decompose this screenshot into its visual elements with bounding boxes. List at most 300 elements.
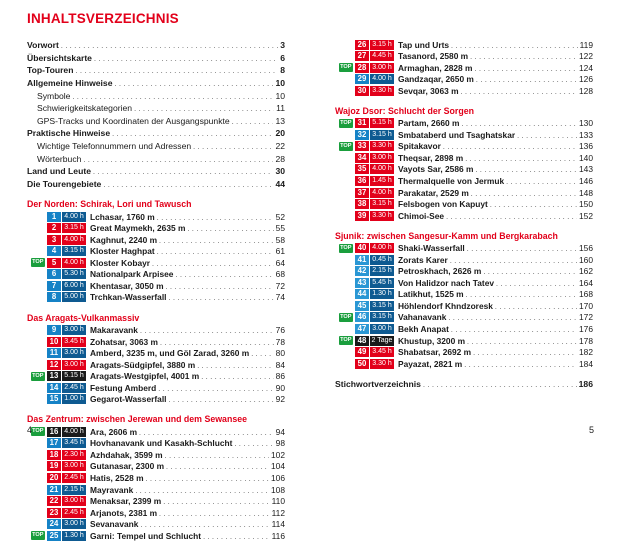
tour-page: 110 bbox=[271, 496, 285, 507]
leader-dots bbox=[473, 347, 577, 357]
tour-entry[interactable] bbox=[27, 246, 285, 257]
tour-entry[interactable] bbox=[335, 335, 593, 346]
tour-entry[interactable] bbox=[335, 199, 593, 210]
tour-name: Gandzaqar, 2650 m bbox=[398, 74, 474, 85]
tour-entry[interactable] bbox=[335, 358, 593, 369]
tour-entry[interactable] bbox=[335, 289, 593, 300]
tour-page: 90 bbox=[275, 382, 285, 393]
tour-duration: 3.00 h bbox=[62, 325, 86, 335]
leader-dots bbox=[490, 199, 577, 209]
tour-name: Theqsar, 2898 m bbox=[398, 152, 464, 163]
tour-number: 21 bbox=[47, 485, 61, 495]
tour-number: 25 bbox=[47, 531, 61, 541]
leader-dots bbox=[232, 116, 274, 126]
tour-page: 148 bbox=[579, 187, 593, 198]
toc-entry-title: Praktische Hinweise bbox=[27, 128, 111, 139]
tour-name: Trchkan-Wasserfall bbox=[90, 292, 167, 303]
tour-duration: 3.15 h bbox=[370, 199, 394, 209]
tour-entry[interactable] bbox=[335, 347, 593, 358]
toc-entry[interactable] bbox=[27, 64, 285, 77]
tour-number: 6 bbox=[47, 269, 61, 279]
tour-number: 10 bbox=[47, 337, 61, 347]
tour-entry[interactable] bbox=[335, 62, 593, 73]
top-badge: TOP bbox=[340, 313, 352, 320]
toc-entry-page: 44 bbox=[275, 178, 285, 189]
tour-number: 49 bbox=[355, 347, 369, 357]
tour-name: Garni: Tempel und Schlucht bbox=[90, 530, 202, 541]
tour-number: 43 bbox=[355, 278, 369, 288]
toc-entry[interactable] bbox=[27, 89, 285, 102]
tour-number: 19 bbox=[47, 461, 61, 471]
tour-page: 126 bbox=[579, 74, 593, 85]
tour-name: Payazat, 2821 m bbox=[398, 358, 463, 369]
tour-page: 152 bbox=[579, 210, 593, 221]
tour-page: 104 bbox=[271, 461, 285, 472]
tour-name: Chimoi-See bbox=[398, 210, 445, 221]
tour-duration: 2.30 h bbox=[62, 450, 86, 460]
tour-duration: 3.30 h bbox=[370, 211, 394, 221]
page-number-left: 4 bbox=[27, 425, 33, 435]
leader-dots bbox=[467, 336, 577, 346]
tour-page: 136 bbox=[579, 141, 593, 152]
tour-number: 33 bbox=[355, 141, 369, 151]
leader-dots bbox=[159, 235, 274, 245]
top-slot bbox=[335, 313, 355, 322]
tour-duration: 3.15 h bbox=[370, 130, 394, 140]
leader-dots bbox=[450, 255, 577, 265]
tour-page: 72 bbox=[275, 280, 285, 291]
top-slot bbox=[27, 258, 47, 267]
tour-entry[interactable] bbox=[27, 336, 285, 347]
tour-page: 156 bbox=[579, 243, 593, 254]
tour-name: Vayots Sar, 2586 m bbox=[398, 164, 474, 175]
top-slot bbox=[335, 142, 355, 151]
tour-name: Sevanavank bbox=[90, 519, 139, 530]
tour-entry[interactable] bbox=[27, 484, 285, 495]
tour-name: Tasanord, 2580 m bbox=[398, 51, 469, 62]
top-badge: TOP bbox=[32, 428, 44, 435]
tour-name: Partam, 2660 m bbox=[398, 118, 460, 129]
tour-entry[interactable] bbox=[27, 223, 285, 234]
tour-duration: 3.30 h bbox=[370, 141, 394, 151]
leader-dots bbox=[201, 371, 273, 381]
tour-entry[interactable] bbox=[27, 280, 285, 291]
tour-name: Shabatsar, 2692 m bbox=[398, 347, 472, 358]
tour-entry[interactable] bbox=[27, 496, 285, 507]
tour-page: 146 bbox=[579, 175, 593, 186]
tour-duration: 3.00 h bbox=[62, 496, 86, 506]
tour-name: Aragats-Westgipfel, 4001 m bbox=[90, 371, 200, 382]
toc-entry-page: 8 bbox=[280, 65, 285, 76]
toc-right-column bbox=[335, 39, 593, 390]
tour-page: 86 bbox=[275, 371, 285, 382]
leader-dots bbox=[163, 496, 269, 506]
leader-dots bbox=[139, 427, 274, 437]
tour-duration: 4.00 h bbox=[370, 74, 394, 84]
tour-page: 58 bbox=[275, 234, 285, 245]
leader-dots bbox=[166, 461, 269, 471]
tour-entry[interactable] bbox=[335, 51, 593, 62]
leader-dots bbox=[448, 312, 577, 322]
tour-number: 32 bbox=[355, 130, 369, 140]
toc-entry-page: 20 bbox=[275, 128, 285, 139]
tour-page: 94 bbox=[275, 426, 285, 437]
toc-entry-index[interactable] bbox=[335, 378, 593, 391]
top-badge: TOP bbox=[32, 372, 44, 379]
leader-dots bbox=[157, 246, 274, 256]
tour-duration: 5.45 h bbox=[370, 278, 394, 288]
tour-number: 16 bbox=[47, 427, 61, 437]
section-heading: Das Zentrum: zwischen Jerewan und dem Sewansee bbox=[27, 414, 247, 425]
tour-duration: 4.00 h bbox=[370, 188, 394, 198]
tour-number: 41 bbox=[355, 255, 369, 265]
tour-duration: 4.45 h bbox=[370, 51, 394, 61]
tour-duration: 0.45 h bbox=[370, 255, 394, 265]
toc-entry[interactable] bbox=[27, 115, 285, 128]
tour-duration: 3.00 h bbox=[62, 519, 86, 529]
tour-page: 114 bbox=[271, 519, 285, 530]
toc-entry-title: GPS-Tracks und Koordinaten der Ausgangspunkte bbox=[37, 115, 230, 126]
tour-number: 29 bbox=[355, 74, 369, 84]
toc-entry-title: Die Tourengebiete bbox=[27, 178, 102, 189]
toc-entry-page: 186 bbox=[578, 378, 593, 389]
tour-page: 74 bbox=[275, 292, 285, 303]
top-badge: TOP bbox=[340, 244, 352, 251]
tour-name: Tap und Urts bbox=[398, 39, 450, 50]
tour-page: 92 bbox=[275, 394, 285, 405]
tour-entry[interactable] bbox=[27, 292, 285, 303]
tour-number: 44 bbox=[355, 289, 369, 299]
tour-page: 178 bbox=[579, 335, 593, 346]
leader-dots bbox=[61, 40, 278, 50]
tour-page: 64 bbox=[275, 257, 285, 268]
leader-dots bbox=[423, 379, 577, 389]
page-number-right: 5 bbox=[589, 425, 595, 435]
tour-duration: 5.15 h bbox=[370, 118, 394, 128]
tour-name: Von Halidzor nach Tatev bbox=[398, 277, 495, 288]
tour-page: 143 bbox=[579, 164, 593, 175]
tour-name: Khentasar, 3050 m bbox=[90, 280, 164, 291]
tour-page: 168 bbox=[579, 289, 593, 300]
tour-number: 45 bbox=[355, 301, 369, 311]
toc-entry-title: Vorwort bbox=[27, 40, 59, 51]
tour-duration: 3.00 h bbox=[370, 63, 394, 73]
toc-entry[interactable] bbox=[27, 52, 285, 65]
tour-number: 42 bbox=[355, 266, 369, 276]
tour-name: Parakatar, 2529 m bbox=[398, 187, 469, 198]
spacer bbox=[335, 370, 593, 378]
tour-page: 160 bbox=[579, 254, 593, 265]
tour-number: 11 bbox=[47, 348, 61, 358]
top-badge: TOP bbox=[32, 532, 44, 539]
tour-number: 39 bbox=[355, 211, 369, 221]
leader-dots bbox=[75, 65, 278, 75]
toc-entry-title: Stichwortverzeichnis bbox=[335, 378, 421, 389]
tour-duration: 4.00 h bbox=[370, 243, 394, 253]
tour-number: 18 bbox=[47, 450, 61, 460]
tour-page: 78 bbox=[275, 336, 285, 347]
tour-entry[interactable] bbox=[335, 243, 593, 254]
tour-name: Felsbogen von Kapuyt bbox=[398, 199, 488, 210]
tour-duration: 3.00 h bbox=[62, 461, 86, 471]
tour-number: 17 bbox=[47, 438, 61, 448]
tour-entry[interactable] bbox=[335, 210, 593, 221]
spacer bbox=[27, 190, 285, 198]
toc-entry[interactable] bbox=[27, 178, 285, 191]
tour-entry[interactable] bbox=[27, 507, 285, 518]
tour-name: Sevqar, 3063 m bbox=[398, 85, 459, 96]
leader-dots bbox=[443, 141, 577, 151]
tour-duration: 4.00 h bbox=[62, 427, 86, 437]
tour-number: 8 bbox=[47, 292, 61, 302]
section-heading: Sjunik: zwischen Sangesur-Kamm und Bergkarabach bbox=[335, 230, 558, 241]
tour-name: Kaghnut, 2240 m bbox=[90, 234, 158, 245]
top-slot bbox=[335, 63, 355, 72]
toc-entry-page: 30 bbox=[275, 166, 285, 177]
toc-entry[interactable] bbox=[27, 77, 285, 90]
toc-entry[interactable] bbox=[27, 152, 285, 165]
tour-page: 52 bbox=[275, 211, 285, 222]
tour-duration: 3.00 h bbox=[62, 360, 86, 370]
tour-page: 130 bbox=[579, 118, 593, 129]
tour-duration: 3.15 h bbox=[62, 223, 86, 233]
tour-page: 80 bbox=[275, 348, 285, 359]
tour-entry[interactable] bbox=[335, 175, 593, 186]
tour-entry[interactable] bbox=[27, 438, 285, 449]
toc-entry-page: 13 bbox=[275, 115, 285, 126]
tour-name: Armaghan, 2828 m bbox=[398, 62, 473, 73]
tour-duration: 3.00 h bbox=[370, 153, 394, 163]
tour-entry[interactable] bbox=[335, 312, 593, 323]
tour-name: Lchasar, 1760 m bbox=[90, 211, 155, 222]
tour-duration: 1.00 h bbox=[62, 394, 86, 404]
spacer bbox=[27, 405, 285, 413]
tour-entry[interactable] bbox=[27, 473, 285, 484]
tour-number: 20 bbox=[47, 473, 61, 483]
tour-entry[interactable] bbox=[27, 234, 285, 245]
tour-duration: 4.00 h bbox=[62, 235, 86, 245]
tour-page: 176 bbox=[579, 323, 593, 334]
tour-page: 112 bbox=[271, 507, 285, 518]
toc-entry[interactable] bbox=[27, 102, 285, 115]
tour-entry[interactable] bbox=[335, 187, 593, 198]
section-heading: Wajoz Dsor: Schlucht der Sorgen bbox=[335, 105, 474, 116]
tour-name: Nationalpark Arpisee bbox=[90, 269, 174, 280]
tour-duration: 2.45 h bbox=[62, 473, 86, 483]
tour-name: Gegarot-Wasserfall bbox=[90, 394, 167, 405]
tour-entry[interactable] bbox=[27, 426, 285, 437]
toc-entry[interactable] bbox=[27, 140, 285, 153]
top-slot bbox=[335, 336, 355, 345]
leader-dots bbox=[169, 292, 274, 302]
leader-dots bbox=[168, 394, 273, 404]
tour-number: 46 bbox=[355, 312, 369, 322]
leader-dots bbox=[135, 485, 269, 495]
tour-number: 34 bbox=[355, 153, 369, 163]
tour-entry[interactable] bbox=[335, 74, 593, 85]
toc-entry[interactable] bbox=[27, 39, 285, 52]
tour-name: Mayravank bbox=[90, 484, 134, 495]
tour-entry[interactable] bbox=[27, 461, 285, 472]
tour-entry[interactable] bbox=[27, 359, 285, 370]
tour-entry[interactable] bbox=[27, 325, 285, 336]
tour-entry[interactable] bbox=[27, 269, 285, 280]
tour-number: 40 bbox=[355, 243, 369, 253]
tour-entry[interactable] bbox=[335, 85, 593, 96]
tour-entry[interactable] bbox=[27, 257, 285, 268]
tour-duration: 3.30 h bbox=[370, 86, 394, 96]
leader-dots bbox=[446, 211, 577, 221]
tour-name: Vahanavank bbox=[398, 312, 447, 323]
tour-entry[interactable] bbox=[27, 348, 285, 359]
toc-entry-title: Wichtige Telefonnummern und Adressen bbox=[37, 141, 192, 152]
tour-duration: 5.00 h bbox=[62, 292, 86, 302]
tour-page: 55 bbox=[275, 223, 285, 234]
tour-entry[interactable] bbox=[335, 164, 593, 175]
tour-duration: 4.00 h bbox=[370, 164, 394, 174]
tour-duration: 6.00 h bbox=[62, 281, 86, 291]
tour-page: 170 bbox=[579, 300, 593, 311]
toc-entry-title: Übersichtskarte bbox=[27, 52, 92, 63]
tour-number: 12 bbox=[47, 360, 61, 370]
tour-page: 116 bbox=[271, 530, 285, 541]
tour-page: 76 bbox=[275, 325, 285, 335]
tour-number: 14 bbox=[47, 383, 61, 393]
tour-name: Höhlendorf Khndzoresk bbox=[398, 300, 493, 311]
tour-entry[interactable] bbox=[335, 300, 593, 311]
leader-dots bbox=[203, 531, 270, 541]
toc-entry-page: 10 bbox=[275, 78, 285, 89]
tour-number: 27 bbox=[355, 51, 369, 61]
tour-number: 1 bbox=[47, 212, 61, 222]
tour-entry[interactable] bbox=[335, 254, 593, 265]
tour-page: 124 bbox=[579, 62, 593, 73]
tour-duration: 3.00 h bbox=[62, 348, 86, 358]
leader-dots bbox=[471, 188, 577, 198]
toc-entry-page: 10 bbox=[275, 90, 285, 101]
tour-entry[interactable] bbox=[27, 530, 285, 541]
tour-entry[interactable] bbox=[335, 129, 593, 140]
tour-duration: 5.30 h bbox=[62, 269, 86, 279]
leader-dots bbox=[103, 179, 273, 189]
tour-number: 37 bbox=[355, 188, 369, 198]
tour-duration: 2.15 h bbox=[370, 266, 394, 276]
tour-entry[interactable] bbox=[27, 211, 285, 222]
leader-dots bbox=[451, 40, 578, 50]
tour-name: Thermalquelle von Jermuk bbox=[398, 175, 505, 186]
tour-number: 26 bbox=[355, 40, 369, 50]
toc-entry-page: 6 bbox=[280, 52, 285, 63]
leader-dots bbox=[466, 289, 577, 299]
leader-dots bbox=[93, 166, 273, 176]
tour-number: 47 bbox=[355, 324, 369, 334]
tour-page: 140 bbox=[579, 152, 593, 163]
leader-dots bbox=[193, 141, 273, 151]
tour-number: 13 bbox=[47, 371, 61, 381]
tour-duration: 3.00 h bbox=[370, 324, 394, 334]
tour-page: 108 bbox=[271, 484, 285, 495]
tour-entry[interactable] bbox=[335, 266, 593, 277]
tour-page: 182 bbox=[579, 347, 593, 358]
tour-number: 22 bbox=[47, 496, 61, 506]
toc-entry[interactable] bbox=[27, 165, 285, 178]
page-title: INHALTSVERZEICHNIS bbox=[27, 11, 179, 26]
tour-name: Latikhut, 1525 m bbox=[398, 289, 464, 300]
tour-entry[interactable] bbox=[335, 141, 593, 152]
tour-duration: 2.45 h bbox=[62, 508, 86, 518]
toc-entry-title: Symbole bbox=[37, 90, 71, 101]
tour-page: 122 bbox=[579, 51, 593, 62]
top-slot bbox=[335, 244, 355, 253]
tour-number: 5 bbox=[47, 258, 61, 268]
tour-name: Spitakavor bbox=[398, 141, 441, 152]
leader-dots bbox=[187, 223, 273, 233]
tour-name: Hatis, 2528 m bbox=[90, 473, 144, 484]
tour-name: Hovhanavank und Kasakh-Schlucht bbox=[90, 438, 233, 449]
toc-entry-page: 28 bbox=[275, 153, 285, 164]
top-badge: TOP bbox=[32, 259, 44, 266]
tour-name: Festung Amberd bbox=[90, 382, 157, 393]
tour-duration: 3.45 h bbox=[370, 347, 394, 357]
tour-duration: 3.15 h bbox=[370, 40, 394, 50]
leader-dots bbox=[115, 78, 274, 88]
tour-page: 106 bbox=[271, 473, 285, 484]
spacer bbox=[27, 304, 285, 312]
tour-entry[interactable] bbox=[335, 277, 593, 288]
toc-entry-title: Schwierigkeitskategorien bbox=[37, 103, 133, 114]
toc-entry-page: 11 bbox=[276, 103, 285, 114]
toc-entry-page: 3 bbox=[280, 40, 285, 51]
leader-dots bbox=[495, 301, 577, 311]
tour-page: 133 bbox=[579, 129, 593, 140]
leader-dots bbox=[451, 324, 577, 334]
toc-entry-title: Top-Touren bbox=[27, 65, 74, 76]
tour-entry[interactable] bbox=[27, 449, 285, 460]
toc-entry[interactable] bbox=[27, 127, 285, 140]
leader-dots bbox=[496, 278, 577, 288]
leader-dots bbox=[461, 118, 577, 128]
leader-dots bbox=[112, 128, 273, 138]
tour-entry[interactable] bbox=[335, 118, 593, 129]
top-slot bbox=[27, 372, 47, 381]
tour-number: 38 bbox=[355, 199, 369, 209]
tour-entry[interactable] bbox=[27, 371, 285, 382]
tour-entry[interactable] bbox=[335, 323, 593, 334]
top-slot bbox=[27, 531, 47, 540]
tour-name: Great Maymekh, 2635 m bbox=[90, 223, 186, 234]
tour-entry[interactable] bbox=[27, 382, 285, 393]
tour-name: Amberd, 3235 m, und Göl Zarad, 3260 m bbox=[90, 348, 250, 359]
leader-dots bbox=[517, 130, 577, 140]
tour-page: 128 bbox=[579, 85, 593, 96]
tour-page: 119 bbox=[579, 39, 593, 50]
tour-number: 28 bbox=[355, 63, 369, 73]
tour-entry[interactable] bbox=[335, 152, 593, 163]
tour-number: 9 bbox=[47, 325, 61, 335]
tour-entry[interactable] bbox=[27, 519, 285, 530]
tour-name: Petroskhach, 2626 m bbox=[398, 266, 482, 277]
tour-name: Bekh Anapat bbox=[398, 323, 449, 334]
tour-entry[interactable] bbox=[335, 39, 593, 50]
leader-dots bbox=[465, 153, 577, 163]
tour-entry[interactable] bbox=[27, 394, 285, 405]
tour-duration: 3.45 h bbox=[62, 337, 86, 347]
leader-dots bbox=[83, 154, 273, 164]
tour-name: Ara, 2606 m bbox=[90, 426, 138, 437]
tour-name: Shaki-Wasserfall bbox=[398, 243, 465, 254]
spacer bbox=[335, 222, 593, 230]
tour-page: 102 bbox=[271, 449, 285, 460]
